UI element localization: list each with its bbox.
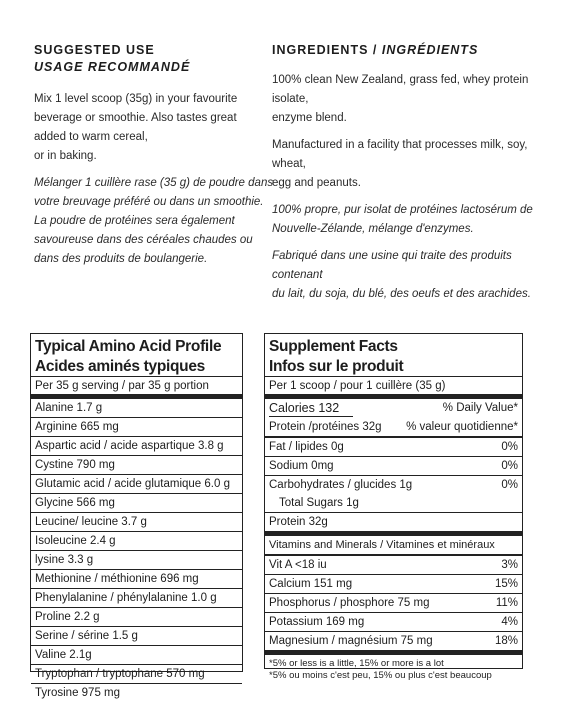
vitamin-row: Magnesium / magnésium 75 mg 18% — [265, 631, 522, 650]
amino-row: Glutamic acid / acide glutamique 6.0 g — [31, 474, 242, 493]
amino-row: Alanine 1.7 g — [35, 402, 103, 414]
daily-value-header: % Daily Value* — [442, 402, 518, 414]
amino-row: Aspartic acid / acide aspartique 3.8 g — [31, 436, 242, 455]
ingredients-text-en: 100% clean New Zealand, grass fed, whey protein isolate, enzyme blend. — [272, 74, 529, 124]
amino-title-en: Typical Amino Acid Profile — [35, 338, 222, 355]
usage-recommande-heading: USAGE RECOMMANDÉ — [34, 60, 191, 74]
sugars-row: Total Sugars 1g — [279, 497, 359, 509]
footnote: *5% or less is a little, 15% or more is a lot *5% ou moins c'est peu, 15% ou plus c'est beaucoup — [269, 658, 492, 681]
protein-dv-row — [265, 418, 522, 436]
amino-title-fr: Acides aminés typiques — [35, 358, 205, 375]
vitamin-row: Potassium 169 mg 4% — [265, 612, 522, 631]
amino-serving: Per 35 g serving / par 35 g portion — [31, 376, 242, 394]
facility-text-fr: Fabriqué dans une usine qui traite des produits contenant du lait, du soja, du blé, des oeufs et des arachides. — [272, 250, 531, 300]
valeur-quotidienne-header: % valeur quotidienne* — [406, 421, 518, 433]
amino-row: Serine / sérine 1.5 g — [31, 626, 242, 645]
supplement-title-fr: Infos sur le produit — [269, 358, 404, 375]
suggested-use-heading: SUGGESTED USE — [34, 43, 155, 57]
amino-row: Tyrosine 975 mg — [31, 683, 242, 702]
supplement-facts-panel — [264, 333, 523, 681]
amino-row: Leucine/ leucine 3.7 g — [31, 512, 242, 531]
protein-row: Protein 32g — [265, 512, 522, 531]
supplement-title-en: Supplement Facts — [269, 338, 398, 355]
calories-row — [265, 399, 522, 418]
vitamin-row: Calcium 151 mg 15% — [265, 574, 522, 593]
nutrient-row: Carbohydrates / glucides 1g 0% — [265, 475, 522, 494]
amino-row: lysine 3.3 g — [31, 550, 242, 569]
amino-row: Phenylalanine / phénylalanine 1.0 g — [31, 588, 242, 607]
amino-acid-panel — [30, 333, 243, 699]
usage-text-en: Mix 1 level scoop (35g) in your favourite beverage or smoothie. Also tastes great added to warm cereal, or in baking. — [34, 93, 238, 162]
vitamin-row: Phosphorus / phosphore 75 mg 11% — [265, 593, 522, 612]
nutrient-row: Sodium 0mg 0% — [265, 456, 522, 475]
ingredients-text-fr: 100% propre, pur isolat de protéines lactosérum de Nouvelle-Zélande, mélange d'enzymes. — [272, 204, 533, 235]
amino-row: Valine 2.1g — [31, 645, 242, 664]
amino-row: Proline 2.2 g — [31, 607, 242, 626]
facility-text-en: Manufactured in a facility that processes milk, soy, wheat, egg and peanuts. — [272, 139, 528, 189]
ingredients-section — [272, 42, 562, 312]
amino-row: Isoleucine 2.4 g — [31, 531, 242, 550]
supplement-serving: Per 1 scoop / pour 1 cuillère (35 g) — [265, 376, 522, 394]
amino-row: Cystine 790 mg — [31, 455, 242, 474]
nutrient-row: Fat / lipides 0g 0% — [269, 441, 518, 453]
vitamins-header: Vitamins and Minerals / Vitamines et minéraux — [269, 539, 495, 551]
ingredients-heading: INGREDIENTS / INGRÉDIENTS — [272, 43, 479, 57]
amino-row: Methionine / méthionine 696 mg — [31, 569, 242, 588]
protein-label: Protein /protéines 32g — [269, 421, 382, 433]
amino-row: Arginine 665 mg — [31, 417, 242, 436]
calories-label: Calories 132 — [269, 400, 353, 417]
amino-row: Glycine 566 mg — [31, 493, 242, 512]
suggested-use-section — [34, 42, 274, 277]
amino-row: Tryptophan / tryptophane 570 mg — [31, 664, 242, 683]
usage-text-fr: Mélanger 1 cuillère rase (35 g) de poudre dans votre breuvage préféré ou dans un smoothie. La poudre de protéines sera également savoureuse dans des céréales chaudes ou dans des produits de boulangerie. — [34, 177, 274, 265]
vitamin-row: Vit A <18 iu 3% — [269, 559, 518, 571]
